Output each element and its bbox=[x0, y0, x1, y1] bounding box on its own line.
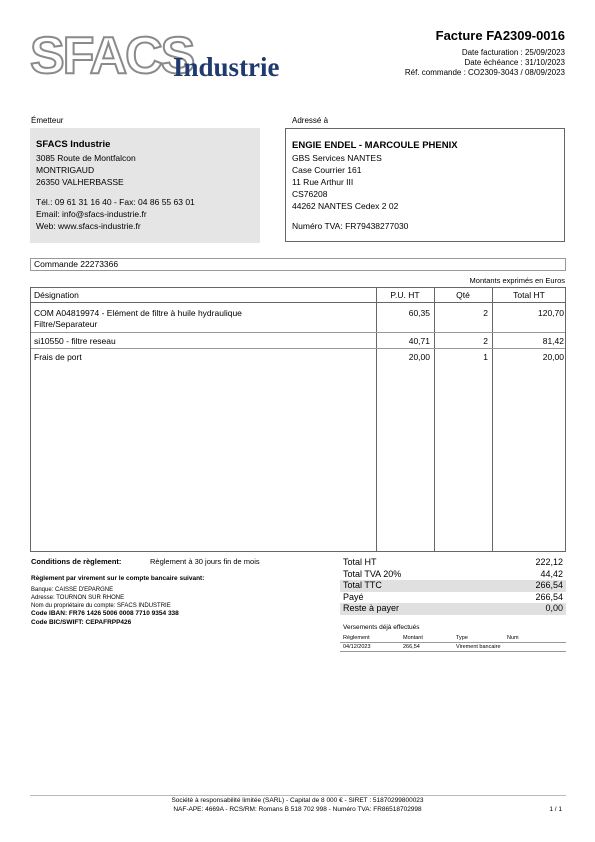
emitter-box bbox=[30, 128, 260, 243]
row-unit-price: 20,00 bbox=[408, 352, 430, 362]
row-quantity: 2 bbox=[483, 308, 488, 318]
logo-sfacs-text: SFACS bbox=[30, 27, 194, 85]
recipient-line: 11 Rue Arthur III bbox=[292, 177, 354, 187]
header-quantity: Qté bbox=[456, 290, 470, 300]
row-total: 120,70 bbox=[538, 308, 564, 318]
row-total: 81,42 bbox=[542, 336, 564, 346]
emitter-address-1: 3085 Route de Montfalcon bbox=[36, 153, 136, 163]
order-reference: Réf. commande : CO2309-3043 / 08/09/2023 bbox=[404, 68, 565, 77]
iban: Code IBAN: FR76 1426 5006 0008 7710 9354 338 bbox=[31, 610, 179, 617]
company-logo bbox=[30, 27, 290, 85]
account-owner: Nom du propriétaire du compte: SFACS INDUSTRIE bbox=[31, 603, 171, 609]
recipient-line: Case Courrier 161 bbox=[292, 165, 362, 175]
bank-transfer-heading: Règlement par virement sur le compte bancaire suivant: bbox=[31, 575, 205, 582]
row-total: 20,00 bbox=[542, 352, 564, 362]
total-label: Total HT bbox=[343, 557, 377, 567]
invoice-date: Date facturation : 25/09/2023 bbox=[461, 48, 565, 57]
page-number: 1 / 1 bbox=[549, 806, 562, 813]
row-quantity: 2 bbox=[483, 336, 488, 346]
total-value: 222,12 bbox=[535, 557, 563, 567]
emitter-address-2: MONTRIGAUD bbox=[36, 165, 95, 175]
recipient-name: ENGIE ENDEL - MARCOULE PHENIX bbox=[292, 140, 458, 151]
row-unit-price: 60,35 bbox=[408, 308, 430, 318]
totals-block bbox=[340, 557, 566, 615]
payments-header-montant: Montant bbox=[403, 635, 423, 641]
total-tva-row bbox=[340, 569, 566, 581]
recipient-vat: Numéro TVA: FR79438277030 bbox=[292, 221, 409, 231]
bank-name: Banque: CAISSE D'EPARGNE bbox=[31, 587, 114, 593]
payment-date: 04/12/2023 bbox=[343, 644, 371, 650]
total-ttc-row bbox=[340, 580, 566, 592]
row-quantity: 1 bbox=[483, 352, 488, 362]
header-unit-price: P.U. HT bbox=[390, 290, 420, 300]
total-value: 266,54 bbox=[535, 580, 563, 590]
total-label: Reste à payer bbox=[343, 603, 400, 613]
payment-type: Virement bancaire bbox=[456, 644, 501, 650]
payment-terms-value: Règlement à 30 jours fin de mois bbox=[150, 557, 260, 566]
total-label: Total TTC bbox=[343, 580, 382, 590]
recipient-label: Adressé à bbox=[292, 116, 329, 125]
header-designation: Désignation bbox=[34, 290, 79, 300]
payments-header-num: Num bbox=[507, 635, 519, 641]
items-table bbox=[30, 287, 566, 552]
recipient-line: GBS Services NANTES bbox=[292, 153, 382, 163]
emitter-email: Email: info@sfacs-industrie.fr bbox=[36, 209, 147, 219]
emitter-name: SFACS Industrie bbox=[36, 139, 111, 150]
recipient-line: 44262 NANTES Cedex 2 02 bbox=[292, 201, 399, 211]
emitter-website: Web: www.sfacs-industrie.fr bbox=[36, 221, 141, 231]
emitter-phone: Tél.: 09 61 31 16 40 - Fax: 04 86 55 63 01 bbox=[36, 197, 195, 207]
row-designation: si10550 - filtre reseau bbox=[34, 336, 116, 346]
paid-row bbox=[340, 592, 566, 604]
recipient-box bbox=[285, 128, 565, 242]
row-unit-price: 40,71 bbox=[408, 336, 430, 346]
payment-amount: 266,54 bbox=[403, 644, 420, 650]
total-ht-row bbox=[340, 557, 566, 569]
footer-legal-2: NAF-APE: 4669A - RCS/RM: Romans B 518 702 998 - Numéro TVA: FR86518702998 bbox=[173, 806, 422, 813]
bic-swift: Code BIC/SWIFT: CEPAFRPP426 bbox=[31, 619, 132, 626]
row-designation: Frais de port bbox=[34, 352, 82, 362]
total-label: Total TVA 20% bbox=[343, 568, 402, 579]
invoice-title: Facture FA2309-0016 bbox=[435, 28, 565, 43]
emitter-address-3: 26350 VALHERBASSE bbox=[36, 177, 124, 187]
remaining-row bbox=[340, 603, 566, 615]
payments-header-type: Type bbox=[456, 635, 468, 641]
total-value: 44,42 bbox=[540, 568, 563, 579]
recipient-line: CS76208 bbox=[292, 189, 328, 199]
total-value: 266,54 bbox=[535, 591, 563, 602]
payments-table bbox=[340, 634, 566, 651]
currency-note: Montants exprimés en Euros bbox=[469, 276, 565, 285]
invoice-due-date: Date échéance : 31/10/2023 bbox=[464, 58, 565, 67]
payments-title: Versements déjà effectués bbox=[343, 624, 420, 631]
row-designation-cont: Filtre/Separateur bbox=[34, 319, 98, 329]
order-number: Commande 22273366 bbox=[30, 258, 566, 271]
bank-address: Adresse: TOURNON SUR RHONE bbox=[31, 595, 125, 601]
footer-legal-1: Société à responsabilité limitée (SARL) - Capital de 8 000 € - SIRET : 51870299800023 bbox=[171, 797, 424, 804]
payment-terms-label: Conditions de règlement: bbox=[31, 557, 122, 566]
logo-industrie-text: Industrie bbox=[173, 52, 280, 82]
total-value: 0,00 bbox=[545, 603, 563, 613]
emitter-label: Émetteur bbox=[31, 116, 64, 125]
payments-header-reglement: Règlement bbox=[343, 635, 370, 641]
total-label: Payé bbox=[343, 591, 364, 602]
header-total: Total HT bbox=[513, 290, 545, 300]
row-designation: COM A04819974 - Elément de filtre à huile hydraulique bbox=[34, 308, 242, 318]
